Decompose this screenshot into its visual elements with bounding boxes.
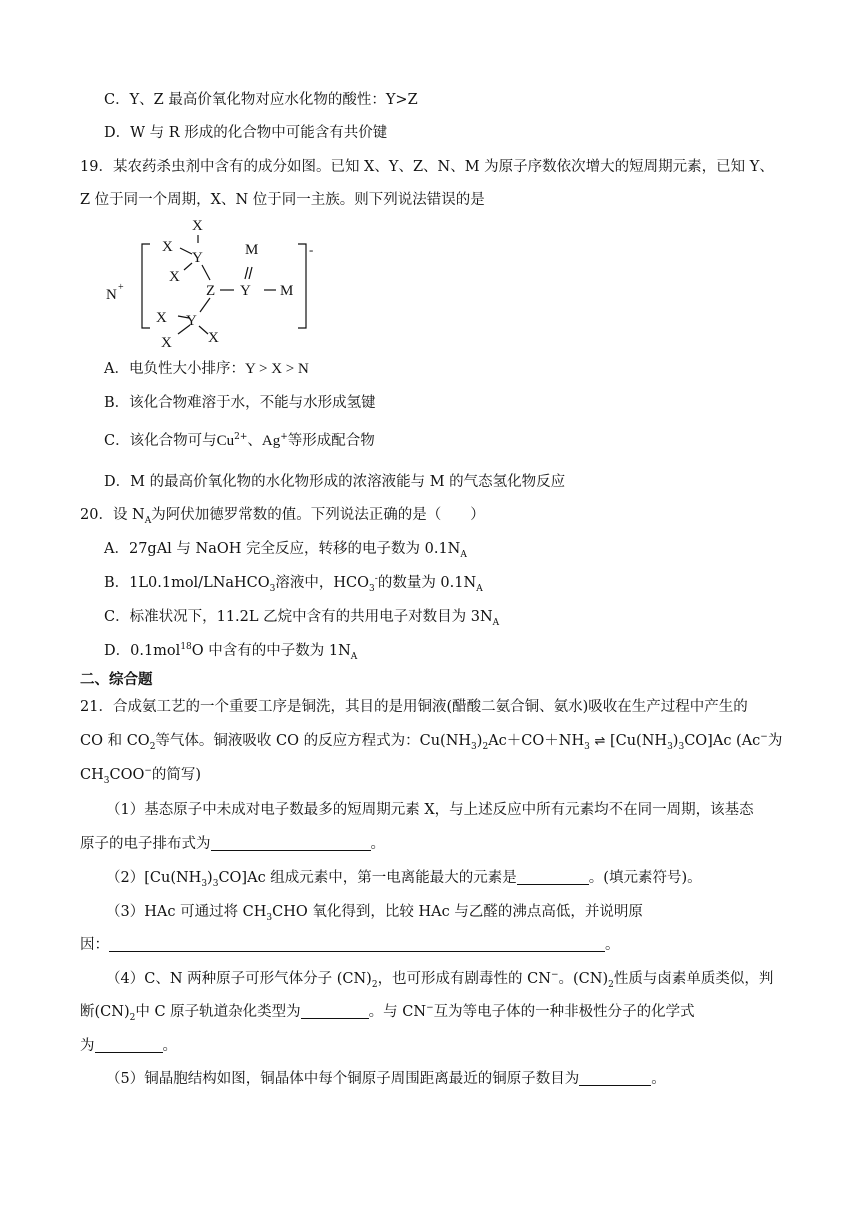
q20-stem: 20．设 $N_A$为阿伏加德罗常数的值。下列说法正确的是（ ） [80,507,485,526]
q19-option-c: C．该化合物可与$Cu^{2+}$、Ag+等形成配合物 [104,432,375,449]
q21-stem-line1: 21．合成氨工艺的一个重要工序是铜洗，其目的是用铜液(醋酸二氨合铜、氨水)吸收在生产过程中产生的 [80,699,748,715]
diagram-cation-charge: + [118,282,124,293]
section-title: 二、综合题 [80,672,153,688]
q20-option-d: D．0.1mol$^{18}$O 中含有的中子数为 $1N_A$ [104,642,358,662]
q20-option-b: B．1L0.1mol/LNaHCO$_3$溶液中，$HCO_3^-$的数量为 $0.1N_A$ [104,574,483,594]
diagram-cation: N [106,287,117,303]
q21-part3-line2: 因： 。 [80,937,620,953]
answer-blank[interactable] [579,1071,651,1086]
q19-option-a: A．电负性大小排序：Y > X > N [104,361,309,377]
q18-option-d: D．W 与 R 形成的化合物中可能含有共价键 [104,125,388,141]
q20-option-a: A．27gAl 与 NaOH 完全反应，转移的电子数为 $0.1N_A$ [104,541,467,560]
diagram-label-y: Y [186,313,197,329]
q21-part5: （5）铜晶胞结构如图，铜晶体中每个铜原子周围距离最近的铜原子数目为 。 [106,1071,666,1087]
equilibrium-arrow-icon: ⇌ [594,734,606,749]
q21-part2: $(2)[Cu(NH_3)_3CO]Ac$ 组成元素中，第一电离能最大的元素是 。(填元素符号)。 [106,870,702,889]
q21-part4-line1: （4）C、N 两种原子可形气体分子 $(CN)_2$，也可形成有剧毒性的 CN−。$(CN)_2$性质与卤素单质类似，判 [106,970,774,990]
q19-option-b: B．该化合物难溶于水，不能与水形成氢键 [104,395,376,411]
q19-stem-line1: 19．某农药杀虫剂中含有的成分如图。已知 X、Y、Z、N、M 为原子序数依次增大的短周期元素，已知 Y、 [80,159,774,175]
diagram-anion-charge: - [309,242,314,257]
diagram-label-y: Y [240,283,251,299]
answer-blank[interactable] [211,836,371,851]
diagram-label-x: X [169,269,180,285]
q20-option-c: C．标准状况下，11.2L 乙烷中含有的共用电子对数目为 $3N_A$ [104,609,500,628]
q19-structure-diagram [100,210,330,355]
q21-part4-line3: 为 。 [80,1038,177,1054]
q21-part1-line2: 原子的电子排布式为 。 [80,836,385,852]
diagram-label-m: M [245,242,259,258]
answer-blank[interactable] [95,1038,163,1053]
diagram-label-x: X [156,310,167,326]
answer-blank[interactable] [517,870,589,885]
q18-option-c: C．Y、Z 最高价氧化物对应水化物的酸性：Y>Z [104,92,418,108]
diagram-label-m: M [280,283,294,299]
q21-part4-line2: 断$(CN)_2$中 C 原子轨道杂化类型为 。与 CN−互为等电子体的一种非极性分子的化学式 [80,1003,695,1023]
diagram-label-x: X [192,218,203,234]
q21-stem-line2: CO 和 $CO_2$等气体。铜液吸收 CO 的反应方程式为：$Cu(NH_3)_2Ac+CO+NH_3$ ⇌ $[Cu(NH_3)_3CO]Ac$ (Ac−为 [80,732,783,752]
answer-blank[interactable] [109,937,605,952]
diagram-label-y: Y [192,250,203,266]
q21-part1-line1: （1）基态原子中未成对电子数最多的短周期元素 X，与上述反应中所有元素均不在同一周期，该基态 [106,802,754,818]
answer-blank[interactable] [301,1004,369,1019]
diagram-label-x: X [208,330,219,346]
q21-stem-line3: $CH_3COO^-$的简写) [80,766,202,786]
diagram-label-x: X [161,335,172,351]
diagram-label-x: X [162,239,173,255]
q19-option-d: D．M 的最高价氧化物的水化物形成的浓溶液能与 M 的气态氢化物反应 [104,474,566,490]
q21-part3-line1: （3）HAc 可通过将 $CH_3CHO$ 氧化得到，比较 HAc 与乙醛的沸点高低，并说明原 [106,904,643,923]
diagram-label-z: Z [206,283,216,299]
q19-stem-line2: Z 位于同一个周期，X、N 位于同一主族。则下列说法错误的是 [80,192,485,208]
